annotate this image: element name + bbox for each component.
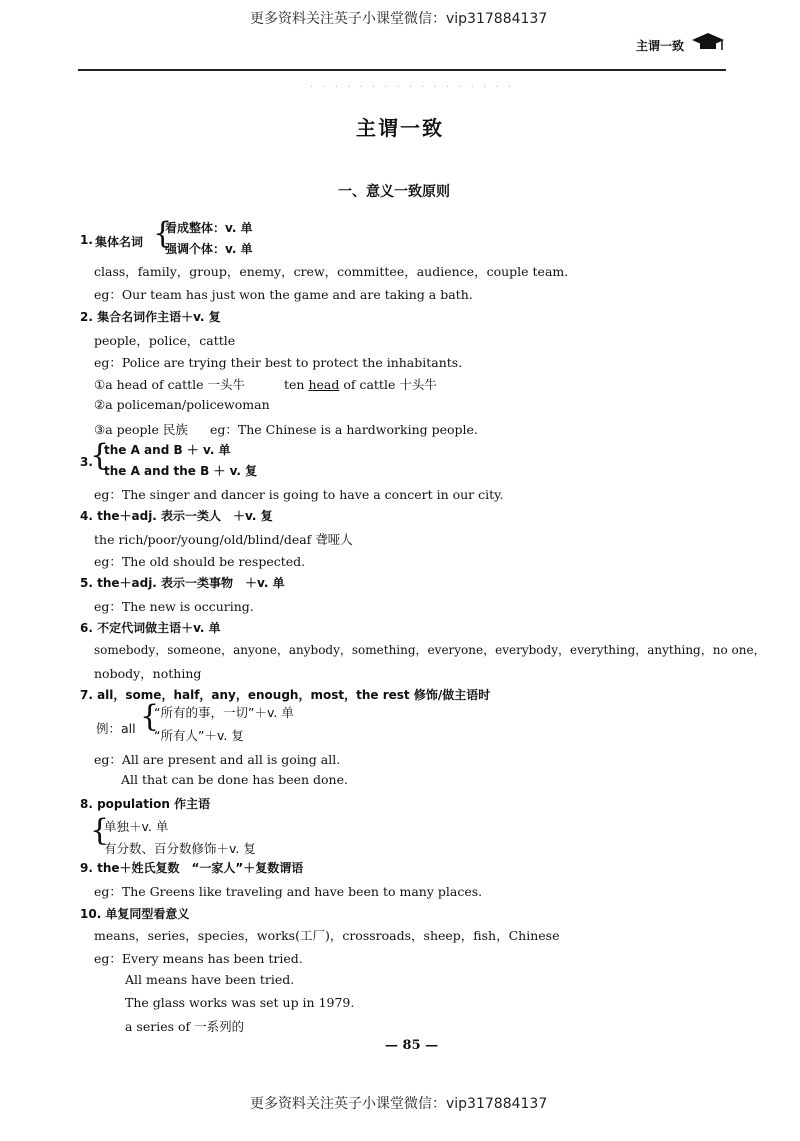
header-rule (78, 69, 726, 71)
page-title: 主谓一致 (356, 116, 444, 140)
s1-num: 1. (80, 233, 93, 247)
s1-eg: eg：Our team has just won the game and are taking a bath. (94, 287, 473, 302)
s7-branch-2: “所有人”＋v. 复 (154, 728, 244, 743)
s3-brace: { (90, 438, 110, 473)
s1-label: 集体名词 (95, 235, 144, 249)
s7-branch-1: “所有的事，一切”＋v. 单 (154, 705, 294, 720)
s8-brace: { (90, 813, 110, 848)
s7-eg1: eg：All are present and all is going all. (94, 752, 341, 767)
s1-branch-2: 强调个体：v. 单 (165, 242, 253, 256)
s7-prefix: 例：all (96, 721, 136, 736)
s1-brace: { (153, 216, 173, 251)
s1-line1: class，family，group，enemy，crew，committee，audience，couple team. (94, 264, 569, 279)
s10-eg3: The glass works was set up in 1979. (125, 995, 355, 1010)
s2-item3a: ③a people 民族 (94, 422, 188, 437)
watermark-top: 更多资料关注英子小课堂微信：vip317884137 (250, 11, 548, 27)
s2-line1: people，police，cattle (94, 333, 236, 348)
s6-line1: somebody，someone，anyone，anybody，something，everyone，everybody，everything，anything，no one， (94, 643, 766, 657)
s2-item3b: eg：The Chinese is a hardworking people. (210, 422, 478, 437)
s1-branch-1: 看成整体：v. 单 (165, 221, 253, 235)
s6-line2: nobody，nothing (94, 666, 202, 681)
s3-num: 3. (80, 455, 93, 469)
s10-eg1: eg：Every means has been tried. (94, 951, 303, 966)
s2-eg: eg：Police are trying their best to protect the inhabitants. (94, 355, 463, 370)
s7-brace: { (140, 699, 160, 734)
s2-item1b: ten head of cattle 十头牛 (284, 377, 437, 392)
section-title: 一、意义一致原则 (338, 184, 450, 200)
running-title: 主谓一致 (636, 39, 685, 53)
s7-heading: 7. all，some，half，any，enough，most，the rest 修饰/做主语时 (80, 688, 491, 702)
graduation-cap-icon (688, 30, 728, 54)
s7-eg2: All that can be done has been done. (121, 772, 348, 787)
watermark-bottom: 更多资料关注英子小课堂微信：vip317884137 (250, 1096, 548, 1112)
s3-branch-1: the A and B ＋ v. 单 (104, 443, 231, 457)
s4-line1: the rich/poor/young/old/blind/deaf 聋哑人 (94, 532, 353, 547)
page-number: — 85 — (385, 1038, 439, 1053)
s9-eg: eg：The Greens like traveling and have been to many places. (94, 884, 483, 899)
s10-heading: 10. 单复同型看意义 (80, 907, 190, 921)
s10-eg4: a series of 一系列的 (125, 1019, 245, 1034)
s4-heading: 4. the＋adj. 表示一类人 ＋v. 复 (80, 509, 273, 523)
s2-item1a: ①a head of cattle 一头牛 (94, 377, 246, 392)
s10-line1: means，series，species，works(工厂)，crossroads，sheep，fish，Chinese (94, 928, 560, 943)
scan-noise: · · · · · · · · · · · · · · · · · (310, 82, 514, 93)
s10-eg2: All means have been tried. (125, 972, 295, 987)
s3-eg: eg：The singer and dancer is going to have a concert in our city. (94, 487, 504, 502)
s9-heading: 9. the＋姓氏复数 “一家人”＋复数谓语 (80, 861, 304, 875)
s8-heading: 8. population 作主语 (80, 797, 211, 811)
s3-branch-2: the A and the B ＋ v. 复 (104, 464, 258, 478)
s2-item2: ②a policeman/policewoman (94, 397, 270, 412)
s4-eg: eg：The old should be respected. (94, 554, 306, 569)
s5-eg: eg：The new is occuring. (94, 599, 254, 614)
s8-branch-2: 有分数、百分数修饰＋v. 复 (104, 841, 256, 856)
s8-branch-1: 单独＋v. 单 (104, 819, 169, 834)
s6-heading: 6. 不定代词做主语＋v. 单 (80, 621, 221, 635)
s2-heading: 2. 集合名词作主语＋v. 复 (80, 310, 221, 324)
s5-heading: 5. the＋adj. 表示一类事物 ＋v. 单 (80, 576, 285, 590)
